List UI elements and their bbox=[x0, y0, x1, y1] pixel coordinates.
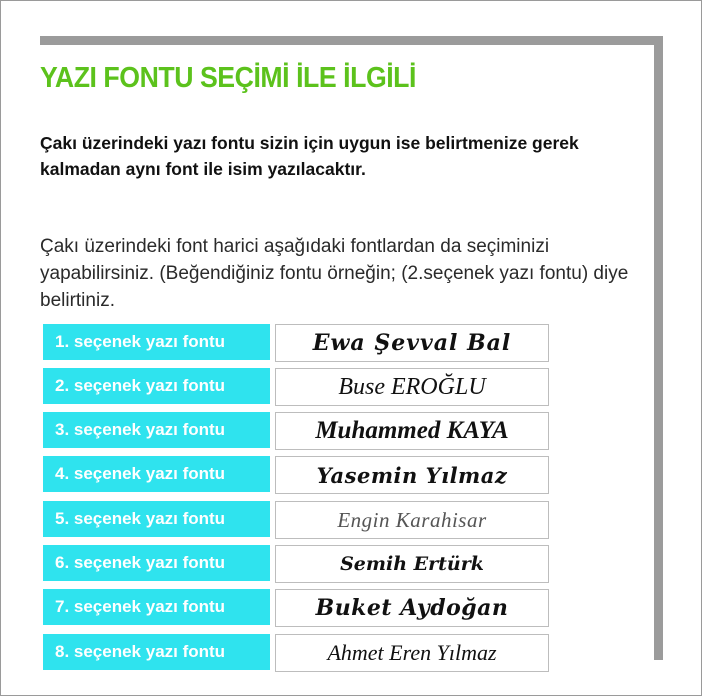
font-sample: Yasemin Yılmaz bbox=[275, 456, 549, 494]
font-option-2[interactable] bbox=[43, 368, 549, 404]
font-sample: Ewa Şevval Bal bbox=[275, 324, 549, 362]
font-option-3[interactable] bbox=[43, 412, 549, 448]
font-option-4[interactable] bbox=[43, 456, 549, 492]
font-sample: Muhammed KAYA bbox=[275, 412, 549, 450]
instruction-note: Çakı üzerindeki font harici aşağıdaki fontlardan da seçiminizi yapabilirsiniz. (Beğendiğiniz fontu örneğin; (2.seçenek yazı fontu) diye belirtiniz. bbox=[40, 236, 629, 311]
font-sample: Buse EROĞLU bbox=[275, 368, 549, 406]
font-option-label: 7. seçenek yazı fontu bbox=[43, 589, 270, 625]
font-sample: Semih Ertürk bbox=[275, 545, 549, 583]
font-sample: Buket Aydoğan bbox=[275, 589, 549, 627]
font-option-6[interactable] bbox=[43, 545, 549, 581]
font-option-label: 8. seçenek yazı fontu bbox=[43, 634, 270, 670]
font-option-5[interactable] bbox=[43, 501, 549, 537]
font-option-label: 3. seçenek yazı fontu bbox=[43, 412, 270, 448]
font-option-label: 4. seçenek yazı fontu bbox=[43, 456, 270, 492]
font-option-label: 1. seçenek yazı fontu bbox=[43, 324, 270, 360]
font-sample: Engin Karahisar bbox=[275, 501, 549, 539]
bold-note: Çakı üzerindeki yazı fontu sizin için uygun ise belirtmenize gerek kalmadan aynı font ile isim yazılacaktır. bbox=[40, 133, 579, 179]
frame-bar-top bbox=[40, 36, 663, 45]
page-title: YAZI FONTU SEÇİMİ İLE İLGİLİ bbox=[40, 62, 416, 94]
frame-bar-right bbox=[654, 36, 663, 660]
font-sample: Ahmet Eren Yılmaz bbox=[275, 634, 549, 672]
font-option-label: 2. seçenek yazı fontu bbox=[43, 368, 270, 404]
font-option-7[interactable] bbox=[43, 589, 549, 625]
font-option-label: 6. seçenek yazı fontu bbox=[43, 545, 270, 581]
font-option-8[interactable] bbox=[43, 634, 549, 670]
font-option-label: 5. seçenek yazı fontu bbox=[43, 501, 270, 537]
font-option-1[interactable] bbox=[43, 324, 549, 360]
